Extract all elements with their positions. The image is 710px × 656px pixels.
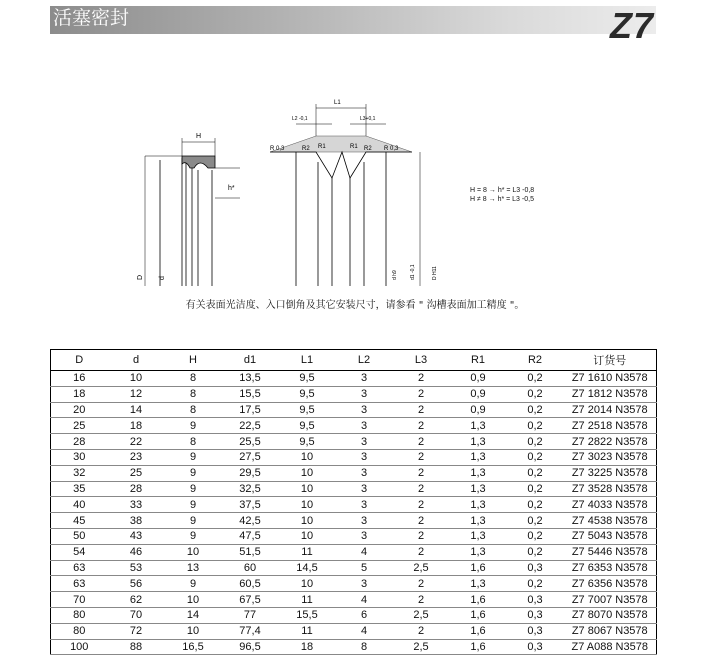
cell-l2: 3 [336, 513, 393, 529]
installation-note: 有关表面光洁度、入口倒角及其它安装尺寸，请参看 " 沟槽表面加工精度 "。 [185, 300, 525, 311]
cell-d-big: 20 [51, 402, 108, 418]
cell-h: 16,5 [165, 639, 222, 655]
l2-label: L2 -0,1 [292, 116, 308, 122]
cell-r2: 0,2 [507, 371, 564, 387]
cell-d-big: 70 [51, 592, 108, 608]
d-small-label: d [159, 276, 166, 280]
seal-section-view [145, 138, 240, 286]
r1-label-right: R1 [350, 144, 358, 150]
cell-l2: 3 [336, 528, 393, 544]
cell-l3: 2 [393, 513, 450, 529]
cell-r1: 1,3 [450, 576, 507, 592]
cell-order-number: Z7 3023 N3578 [564, 449, 657, 465]
cell-l1: 10 [279, 465, 336, 481]
cell-l1: 10 [279, 481, 336, 497]
table-row [51, 544, 657, 560]
cell-d-big: 54 [51, 544, 108, 560]
cell-d-small: 53 [108, 560, 165, 576]
r1-label: R1 [318, 144, 326, 150]
formula-line-2: H ≠ 8 → h* = L3 -0,5 [470, 196, 534, 203]
cell-l2: 5 [336, 560, 393, 576]
cell-l1: 11 [279, 623, 336, 639]
table-row [51, 465, 657, 481]
cell-order-number: Z7 7007 N3578 [564, 592, 657, 608]
cell-d-small: 18 [108, 418, 165, 434]
cell-r1: 0,9 [450, 371, 507, 387]
cell-l3: 2 [393, 497, 450, 513]
cell-r1: 1,3 [450, 449, 507, 465]
table-row [51, 497, 657, 513]
cell-d1: 27,5 [222, 449, 279, 465]
cell-l1: 10 [279, 497, 336, 513]
cell-r2: 0,2 [507, 576, 564, 592]
cell-l2: 6 [336, 607, 393, 623]
header-bar [50, 6, 656, 34]
cell-r1: 1,6 [450, 560, 507, 576]
cell-l3: 2,5 [393, 607, 450, 623]
cell-d-big: 63 [51, 576, 108, 592]
cell-r1: 1,3 [450, 497, 507, 513]
col-header-l1: L1 [279, 350, 336, 371]
cell-l1: 10 [279, 528, 336, 544]
cell-r2: 0,2 [507, 513, 564, 529]
cell-r1: 1,6 [450, 607, 507, 623]
cell-r1: 1,6 [450, 592, 507, 608]
cell-l1: 9,5 [279, 418, 336, 434]
cell-order-number: Z7 3528 N3578 [564, 481, 657, 497]
page-title: 活塞密封 [53, 7, 130, 29]
formula-line-1: H = 8 → h* = L3 -0,8 [470, 187, 535, 194]
cell-l2: 4 [336, 623, 393, 639]
cell-l2: 4 [336, 592, 393, 608]
cell-h: 9 [165, 465, 222, 481]
table-row [51, 402, 657, 418]
cell-l1: 9,5 [279, 386, 336, 402]
cell-l2: 3 [336, 449, 393, 465]
h-label: H [196, 133, 202, 140]
cell-d-small: 70 [108, 607, 165, 623]
cell-d-small: 38 [108, 513, 165, 529]
cell-d-big: 25 [51, 418, 108, 434]
cell-d1: 32,5 [222, 481, 279, 497]
cell-l3: 2,5 [393, 639, 450, 655]
cell-d1: 77,4 [222, 623, 279, 639]
cell-h: 8 [165, 386, 222, 402]
cell-r2: 0,2 [507, 449, 564, 465]
cell-order-number: Z7 2822 N3578 [564, 434, 657, 450]
cell-l2: 3 [336, 576, 393, 592]
cell-order-number: Z7 8067 N3578 [564, 623, 657, 639]
cell-l1: 11 [279, 544, 336, 560]
cell-l2: 3 [336, 465, 393, 481]
cell-order-number: Z7 6356 N3578 [564, 576, 657, 592]
cell-r2: 0,2 [507, 528, 564, 544]
cell-r1: 1,3 [450, 465, 507, 481]
cell-r1: 1,6 [450, 639, 507, 655]
table-row [51, 592, 657, 608]
cell-order-number: Z7 2518 N3578 [564, 418, 657, 434]
cell-d1: 37,5 [222, 497, 279, 513]
cell-r1: 0,9 [450, 386, 507, 402]
cell-order-number: Z7 4033 N3578 [564, 497, 657, 513]
cell-l2: 4 [336, 544, 393, 560]
cell-h: 9 [165, 528, 222, 544]
cell-order-number: Z7 A088 N3578 [564, 639, 657, 655]
cell-d-small: 10 [108, 371, 165, 387]
cell-order-number: Z7 6353 N3578 [564, 560, 657, 576]
col-header-order-number: 订货号 [564, 350, 657, 371]
cell-r1: 1,6 [450, 623, 507, 639]
table-row [51, 418, 657, 434]
cell-l2: 8 [336, 639, 393, 655]
cell-d-big: 45 [51, 513, 108, 529]
cell-d-small: 25 [108, 465, 165, 481]
table-row [51, 513, 657, 529]
cell-r1: 1,3 [450, 418, 507, 434]
cell-d-big: 100 [51, 639, 108, 655]
cell-h: 14 [165, 607, 222, 623]
seal-drawing [120, 90, 580, 330]
cell-order-number: Z7 1610 N3578 [564, 371, 657, 387]
d-big-label: D [137, 274, 144, 280]
cell-d-small: 33 [108, 497, 165, 513]
cell-d-small: 23 [108, 449, 165, 465]
cell-d-big: 18 [51, 386, 108, 402]
cell-d-small: 72 [108, 623, 165, 639]
h-star-formula [470, 186, 534, 204]
cell-l3: 2 [393, 623, 450, 639]
cell-l1: 9,5 [279, 434, 336, 450]
cell-l3: 2 [393, 528, 450, 544]
cell-h: 10 [165, 592, 222, 608]
cell-r1: 1,3 [450, 513, 507, 529]
cell-d1: 51,5 [222, 544, 279, 560]
table-row [51, 639, 657, 655]
cell-r1: 1,3 [450, 481, 507, 497]
cell-d-small: 28 [108, 481, 165, 497]
product-code: Z7 [609, 5, 654, 46]
cell-r2: 0,2 [507, 434, 564, 450]
cell-l2: 3 [336, 434, 393, 450]
cell-r1: 1,3 [450, 528, 507, 544]
cell-d1: 13,5 [222, 371, 279, 387]
r2-label-right: R2 [364, 146, 372, 152]
cell-r1: 0,9 [450, 402, 507, 418]
cell-h: 8 [165, 402, 222, 418]
cell-d-big: 80 [51, 623, 108, 639]
table-row [51, 481, 657, 497]
cell-l3: 2 [393, 465, 450, 481]
cell-d1: 77 [222, 607, 279, 623]
cell-l3: 2 [393, 449, 450, 465]
cell-r2: 0,3 [507, 607, 564, 623]
cell-r2: 0,3 [507, 592, 564, 608]
cell-d-small: 46 [108, 544, 165, 560]
l3-label: L3+0,1 [360, 116, 376, 122]
cell-d1: 17,5 [222, 402, 279, 418]
cell-l1: 18 [279, 639, 336, 655]
cell-d1: 25,5 [222, 434, 279, 450]
cell-order-number: Z7 3225 N3578 [564, 465, 657, 481]
col-header-d1: d1 [222, 350, 279, 371]
cell-r2: 0,3 [507, 560, 564, 576]
cell-d1: 47,5 [222, 528, 279, 544]
cell-l3: 2,5 [393, 560, 450, 576]
cell-l1: 14,5 [279, 560, 336, 576]
cell-d1: 42,5 [222, 513, 279, 529]
cell-d-big: 30 [51, 449, 108, 465]
cell-l3: 2 [393, 371, 450, 387]
dimension-table [50, 349, 657, 655]
cell-d1: 29,5 [222, 465, 279, 481]
cell-h: 9 [165, 481, 222, 497]
cell-h: 8 [165, 371, 222, 387]
cell-h: 9 [165, 513, 222, 529]
cell-d-small: 56 [108, 576, 165, 592]
cell-order-number: Z7 5446 N3578 [564, 544, 657, 560]
cell-h: 8 [165, 434, 222, 450]
cell-l2: 3 [336, 497, 393, 513]
cell-d-big: 28 [51, 434, 108, 450]
cell-l2: 3 [336, 402, 393, 418]
cell-l2: 3 [336, 386, 393, 402]
cell-l1: 15,5 [279, 607, 336, 623]
cell-r2: 0,3 [507, 623, 564, 639]
table-row [51, 371, 657, 387]
cell-r2: 0,2 [507, 497, 564, 513]
l1-label: L1 [334, 100, 341, 106]
r2-label: R2 [302, 146, 310, 152]
cell-order-number: Z7 2014 N3578 [564, 402, 657, 418]
cell-d-small: 14 [108, 402, 165, 418]
cell-d-big: 16 [51, 371, 108, 387]
cell-l1: 10 [279, 449, 336, 465]
cell-h: 10 [165, 623, 222, 639]
cell-r2: 0,2 [507, 481, 564, 497]
col-header-l2: L2 [336, 350, 393, 371]
col-header-d-small: d [108, 350, 165, 371]
cell-d-big: 80 [51, 607, 108, 623]
cell-d1: 22,5 [222, 418, 279, 434]
cell-d-small: 88 [108, 639, 165, 655]
col-header-d-big: D [51, 350, 108, 371]
groove-view [270, 104, 420, 286]
cell-r2: 0,2 [507, 386, 564, 402]
col-header-r2: R2 [507, 350, 564, 371]
cell-l3: 2 [393, 592, 450, 608]
col-header-r1: R1 [450, 350, 507, 371]
table-row [51, 623, 657, 639]
cell-d-big: 32 [51, 465, 108, 481]
d-h11-label: D H11 [432, 266, 438, 280]
col-header-l3: L3 [393, 350, 450, 371]
cell-h: 10 [165, 544, 222, 560]
cell-order-number: Z7 1812 N3578 [564, 386, 657, 402]
cell-d-small: 22 [108, 434, 165, 450]
cell-l3: 2 [393, 418, 450, 434]
cell-d-big: 40 [51, 497, 108, 513]
cell-l2: 3 [336, 418, 393, 434]
cell-d-big: 63 [51, 560, 108, 576]
cell-r2: 0,3 [507, 639, 564, 655]
cell-order-number: Z7 5043 N3578 [564, 528, 657, 544]
r03-label-left: R 0,3 [270, 146, 285, 152]
cell-l3: 2 [393, 576, 450, 592]
col-header-h: H [165, 350, 222, 371]
cell-r2: 0,2 [507, 465, 564, 481]
cell-l3: 2 [393, 434, 450, 450]
cell-d1: 60 [222, 560, 279, 576]
cell-l1: 9,5 [279, 402, 336, 418]
cell-order-number: Z7 4538 N3578 [564, 513, 657, 529]
d1-label: d1 -0,1 [410, 264, 416, 280]
cell-d-big: 50 [51, 528, 108, 544]
h-star-label: h* [228, 185, 235, 192]
table-header-row [51, 350, 657, 371]
table-row [51, 386, 657, 402]
cell-order-number: Z7 8070 N3578 [564, 607, 657, 623]
table-row [51, 576, 657, 592]
table-row [51, 607, 657, 623]
cell-d-small: 43 [108, 528, 165, 544]
cell-r2: 0,2 [507, 402, 564, 418]
cell-h: 9 [165, 449, 222, 465]
cell-d1: 96,5 [222, 639, 279, 655]
cell-l1: 10 [279, 576, 336, 592]
table-row [51, 434, 657, 450]
cell-h: 9 [165, 497, 222, 513]
cell-d-small: 12 [108, 386, 165, 402]
cell-r2: 0,2 [507, 544, 564, 560]
cell-l1: 10 [279, 513, 336, 529]
cell-r1: 1,3 [450, 544, 507, 560]
cell-l2: 3 [336, 481, 393, 497]
r03-label-right: R 0,3 [384, 146, 399, 152]
cell-r2: 0,2 [507, 418, 564, 434]
cell-d1: 60,5 [222, 576, 279, 592]
cell-l1: 11 [279, 592, 336, 608]
cell-l3: 2 [393, 386, 450, 402]
cell-h: 9 [165, 418, 222, 434]
cell-l3: 2 [393, 402, 450, 418]
cell-h: 9 [165, 576, 222, 592]
cell-h: 13 [165, 560, 222, 576]
cell-l3: 2 [393, 481, 450, 497]
cell-d1: 15,5 [222, 386, 279, 402]
cell-d1: 67,5 [222, 592, 279, 608]
d-h9-label: d h9 [392, 270, 398, 280]
cell-r1: 1,3 [450, 434, 507, 450]
cell-d-small: 62 [108, 592, 165, 608]
table-row [51, 449, 657, 465]
cell-l3: 2 [393, 544, 450, 560]
cell-l2: 3 [336, 371, 393, 387]
cell-l1: 9,5 [279, 371, 336, 387]
cell-d-big: 35 [51, 481, 108, 497]
table-row [51, 560, 657, 576]
table-row [51, 528, 657, 544]
